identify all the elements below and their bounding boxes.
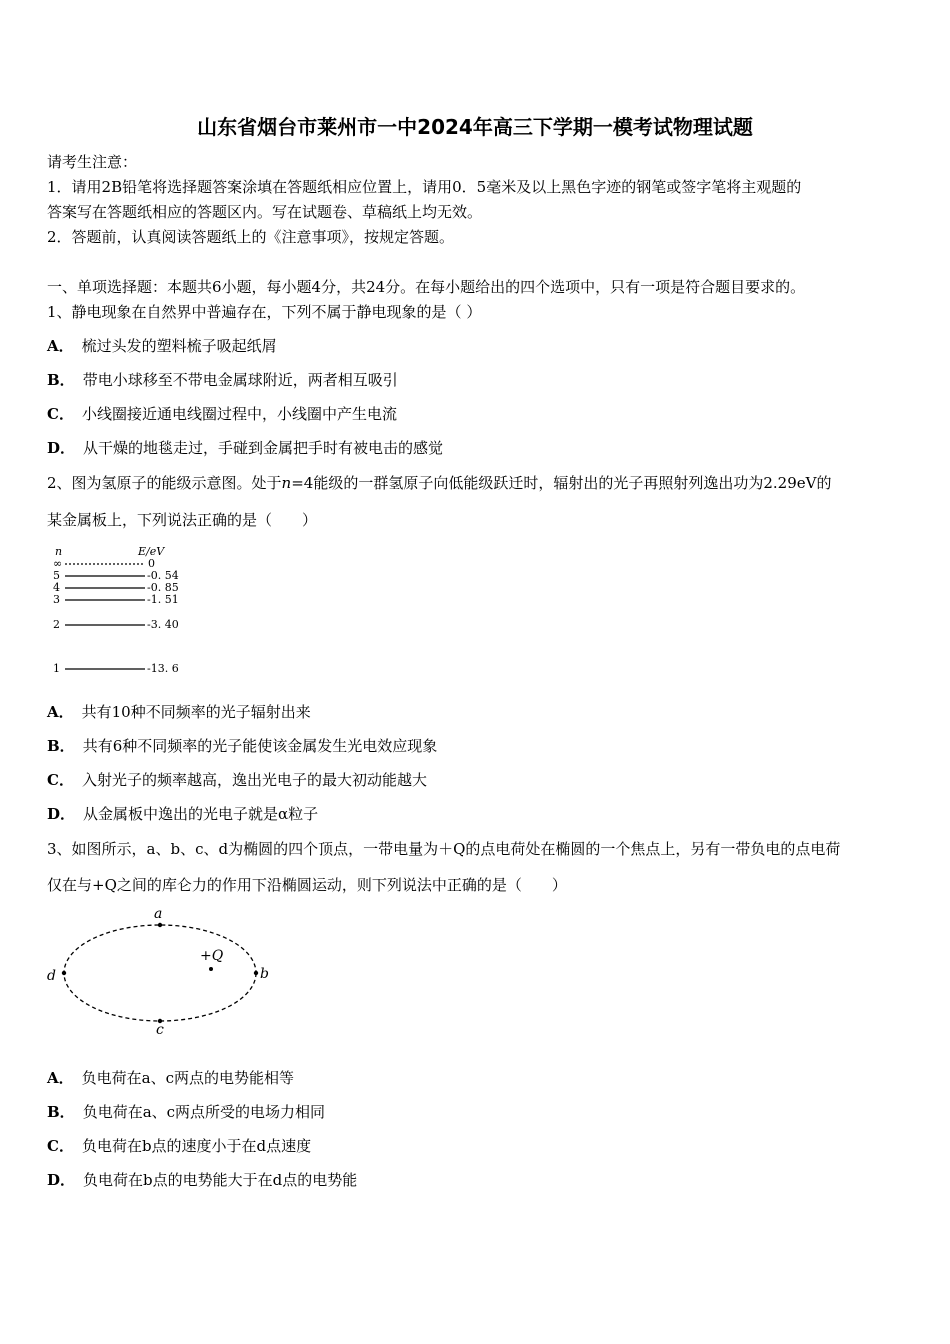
q1-option-b[interactable] — [47, 370, 398, 390]
option-label: A． — [47, 1069, 74, 1087]
level-n-5: 5 — [53, 569, 60, 582]
q2-stem — [47, 473, 831, 493]
notice-heading: 请考生注意： — [47, 153, 138, 171]
level-e-5: -0. 54 — [147, 569, 179, 582]
level-e-1: -13. 6 — [147, 662, 179, 675]
charge-point — [209, 967, 213, 971]
n-axis-label: n — [55, 545, 63, 558]
option-label: B． — [47, 737, 75, 755]
q2-stem-a: 2、图为氢原子的能级示意图。处于 — [47, 474, 282, 492]
option-text: 负电荷在b点的电势能大于在d点的电势能 — [83, 1171, 358, 1189]
option-text: 小线圈接近通电线圈过程中，小线圈中产生电流 — [81, 405, 397, 423]
q2-option-c[interactable] — [47, 770, 427, 790]
q3-option-a[interactable] — [47, 1068, 294, 1088]
q2-stem-b: =4能级的一群氢原子向低能级跃迁时，辐射出的光子再照射列逸出功为2.29eV的 — [291, 474, 832, 492]
option-text: 梳过头发的塑料梳子吸起纸屑 — [81, 337, 277, 355]
level-e-inf: 0 — [148, 557, 155, 570]
ellipse-orbit — [64, 925, 256, 1021]
q1-option-a[interactable] — [47, 336, 277, 356]
label-d: d — [47, 968, 56, 984]
point-a — [158, 923, 162, 927]
page-title: 山东省烟台市莱州市一中2024年高三下学期一模考试物理试题 — [197, 115, 753, 139]
level-n-3: 3 — [53, 593, 60, 606]
energy-level-diagram — [45, 540, 205, 680]
q1-stem: 1、静电现象在自然界中普遍存在，下列不属于静电现象的是（ ） — [47, 303, 482, 321]
option-text: 共有10种不同频率的光子辐射出来 — [81, 703, 311, 721]
q3-option-c[interactable] — [47, 1136, 311, 1156]
energy-axis-label: E/eV — [138, 545, 165, 558]
q2-stem-line-2: 某金属板上，下列说法正确的是（ ） — [47, 511, 318, 529]
level-n-2: 2 — [53, 618, 60, 631]
option-text: 负电荷在a、c两点的电势能相等 — [81, 1069, 294, 1087]
point-d — [62, 971, 66, 975]
notice-line-1b: 答案写在答题纸相应的答题区内。写在试题卷、草稿纸上均无效。 — [47, 203, 483, 221]
label-a: a — [154, 906, 163, 922]
q2-stem-n: n — [281, 474, 292, 492]
label-c: c — [156, 1022, 164, 1035]
point-b — [254, 971, 258, 975]
level-e-3: -1. 51 — [147, 593, 179, 606]
level-e-2: -3. 40 — [147, 618, 179, 631]
option-label: C． — [47, 771, 74, 789]
option-text: 从金属板中逸出的光电子就是α粒子 — [83, 805, 319, 823]
option-text: 从干燥的地毯走过，手碰到金属把手时有被电击的感觉 — [83, 439, 444, 457]
option-label: D． — [47, 805, 76, 823]
option-text: 共有6种不同频率的光子能使该金属发生光电效应现象 — [82, 737, 438, 755]
q3-option-b[interactable] — [47, 1102, 325, 1122]
option-label: A． — [47, 703, 74, 721]
option-label: A． — [47, 337, 74, 355]
q2-option-d[interactable] — [47, 804, 318, 824]
q2-option-b[interactable] — [47, 736, 437, 756]
option-label: B． — [47, 371, 75, 389]
level-n-4: 4 — [53, 581, 60, 594]
level-n-1: 1 — [53, 662, 60, 675]
notice-line-1a: 1．请用2B铅笔将选择题答案涂填在答题纸相应位置上，请用0．5毫米及以上黑色字迹的钢笔或签字笔将主观题的 — [47, 178, 802, 196]
q3-option-d[interactable] — [47, 1170, 357, 1190]
q1-option-d[interactable] — [47, 438, 443, 458]
option-label: C． — [47, 405, 74, 423]
label-charge: +Q — [200, 948, 224, 964]
label-b: b — [260, 966, 269, 982]
q2-option-a[interactable] — [47, 702, 311, 722]
option-label: D． — [47, 1171, 76, 1189]
section-heading: 一、单项选择题：本题共6小题，每小题4分，共24分。在每小题给出的四个选项中，只有一项是符合题目要求的。 — [47, 278, 806, 296]
notice-line-2: 2．答题前，认真阅读答题纸上的《注意事项》，按规定答题。 — [47, 228, 455, 246]
q3-stem-line-1: 3、如图所示，a、b、c、d为椭圆的四个顶点，一带电量为＋Q的点电荷处在椭圆的一个焦点上，另有一带负电的点电荷 — [47, 840, 841, 858]
option-label: B． — [47, 1103, 75, 1121]
level-n-inf: ∞ — [53, 557, 63, 570]
level-e-4: -0. 85 — [147, 581, 179, 594]
option-label: D． — [47, 439, 76, 457]
q1-option-c[interactable] — [47, 404, 397, 424]
option-text: 带电小球移至不带电金属球附近，两者相互吸引 — [82, 371, 398, 389]
option-label: C． — [47, 1137, 74, 1155]
option-text: 负电荷在b点的速度小于在d点速度 — [81, 1137, 312, 1155]
option-text: 负电荷在a、c两点所受的电场力相同 — [82, 1103, 326, 1121]
option-text: 入射光子的频率越高，逸出光电子的最大初动能越大 — [81, 771, 427, 789]
ellipse-diagram — [40, 900, 280, 1035]
q3-stem-line-2: 仅在与+Q之间的库仑力的作用下沿椭圆运动，则下列说法中正确的是（ ） — [47, 876, 567, 894]
